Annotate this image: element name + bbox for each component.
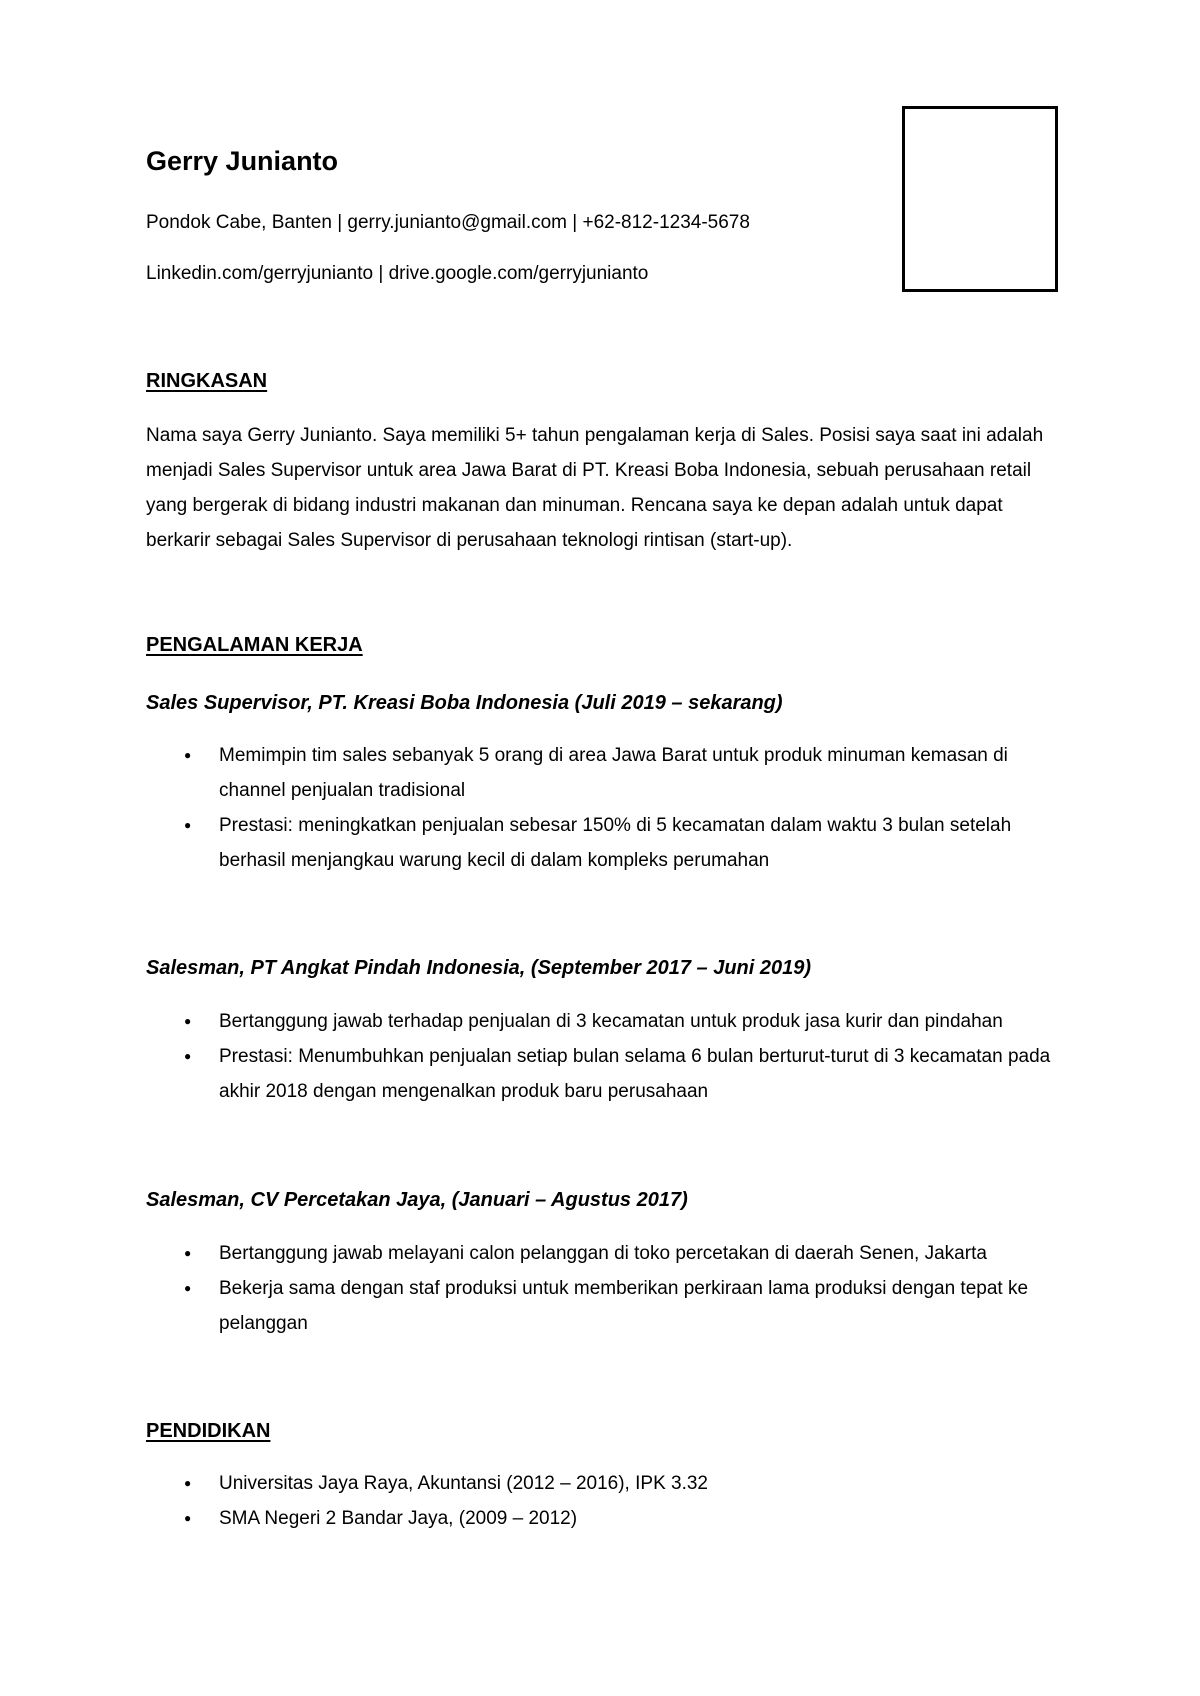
education-heading: PENDIDIKAN <box>146 1420 271 1442</box>
job-bullet: ● Prestasi: Menumbuhkan penjualan setiap bulan selama 6 bulan berturut-turut di 3 kecamatan pada akhir 2018 dengan mengenalkan produk baru perusahaan <box>146 1039 1066 1109</box>
job-bullet-list <box>146 1004 1066 1109</box>
job-bullet-list <box>146 1236 1066 1341</box>
job-title: Salesman, CV Percetakan Jaya, (Januari – Agustus 2017) <box>146 1189 688 1211</box>
job-bullet: ● Bertanggung jawab terhadap penjualan di 3 kecamatan untuk produk jasa kurir dan pindahan <box>146 1004 1066 1039</box>
job-bullet-list <box>146 738 1066 878</box>
education-item: ● Universitas Jaya Raya, Akuntansi (2012 – 2016), IPK 3.32 <box>146 1466 1066 1501</box>
education-list <box>146 1466 1066 1536</box>
photo-placeholder <box>902 106 1058 292</box>
job-title: Sales Supervisor, PT. Kreasi Boba Indonesia (Juli 2019 – sekarang) <box>146 692 783 714</box>
candidate-name: Gerry Junianto <box>146 146 339 176</box>
job-bullet: ● Bekerja sama dengan staf produksi untuk memberikan perkiraan lama produksi dengan tepat ke pelanggan <box>146 1271 1066 1341</box>
contact-line-address-email-phone: Pondok Cabe, Banten | gerry.junianto@gmail.com | +62-812-1234-5678 <box>146 212 750 233</box>
job-bullet: ● Prestasi: meningkatkan penjualan sebesar 150% di 5 kecamatan dalam waktu 3 bulan setelah berhasil menjangkau warung kecil di dalam kompleks perumahan <box>146 808 1066 878</box>
education-item: ● SMA Negeri 2 Bandar Jaya, (2009 – 2012) <box>146 1501 1066 1536</box>
contact-line-links: Linkedin.com/gerryjunianto | drive.google.com/gerryjunianto <box>146 263 649 284</box>
job-bullet: ● Memimpin tim sales sebanyak 5 orang di area Jawa Barat untuk produk minuman kemasan di channel penjualan tradisional <box>146 738 1066 808</box>
job-title: Salesman, PT Angkat Pindah Indonesia, (September 2017 – Juni 2019) <box>146 957 812 979</box>
experience-heading: PENGALAMAN KERJA <box>146 634 363 656</box>
job-bullet: ● Bertanggung jawab melayani calon pelanggan di toko percetakan di daerah Senen, Jakarta <box>146 1236 1066 1271</box>
summary-heading: RINGKASAN <box>146 370 268 392</box>
summary-paragraph: Nama saya Gerry Junianto. Saya memiliki 5+ tahun pengalaman kerja di Sales. Posisi saya saat ini adalah menjadi Sales Supervisor untuk area Jawa Barat di PT. Kreasi Boba Indonesia, sebuah perusahaan retail yang bergerak di bidang industri makanan dan minuman. Rencana saya ke depan adalah untuk dapat berkarir sebagai Sales Supervisor di perusahaan teknologi rintisan (start-up). <box>146 425 1044 551</box>
